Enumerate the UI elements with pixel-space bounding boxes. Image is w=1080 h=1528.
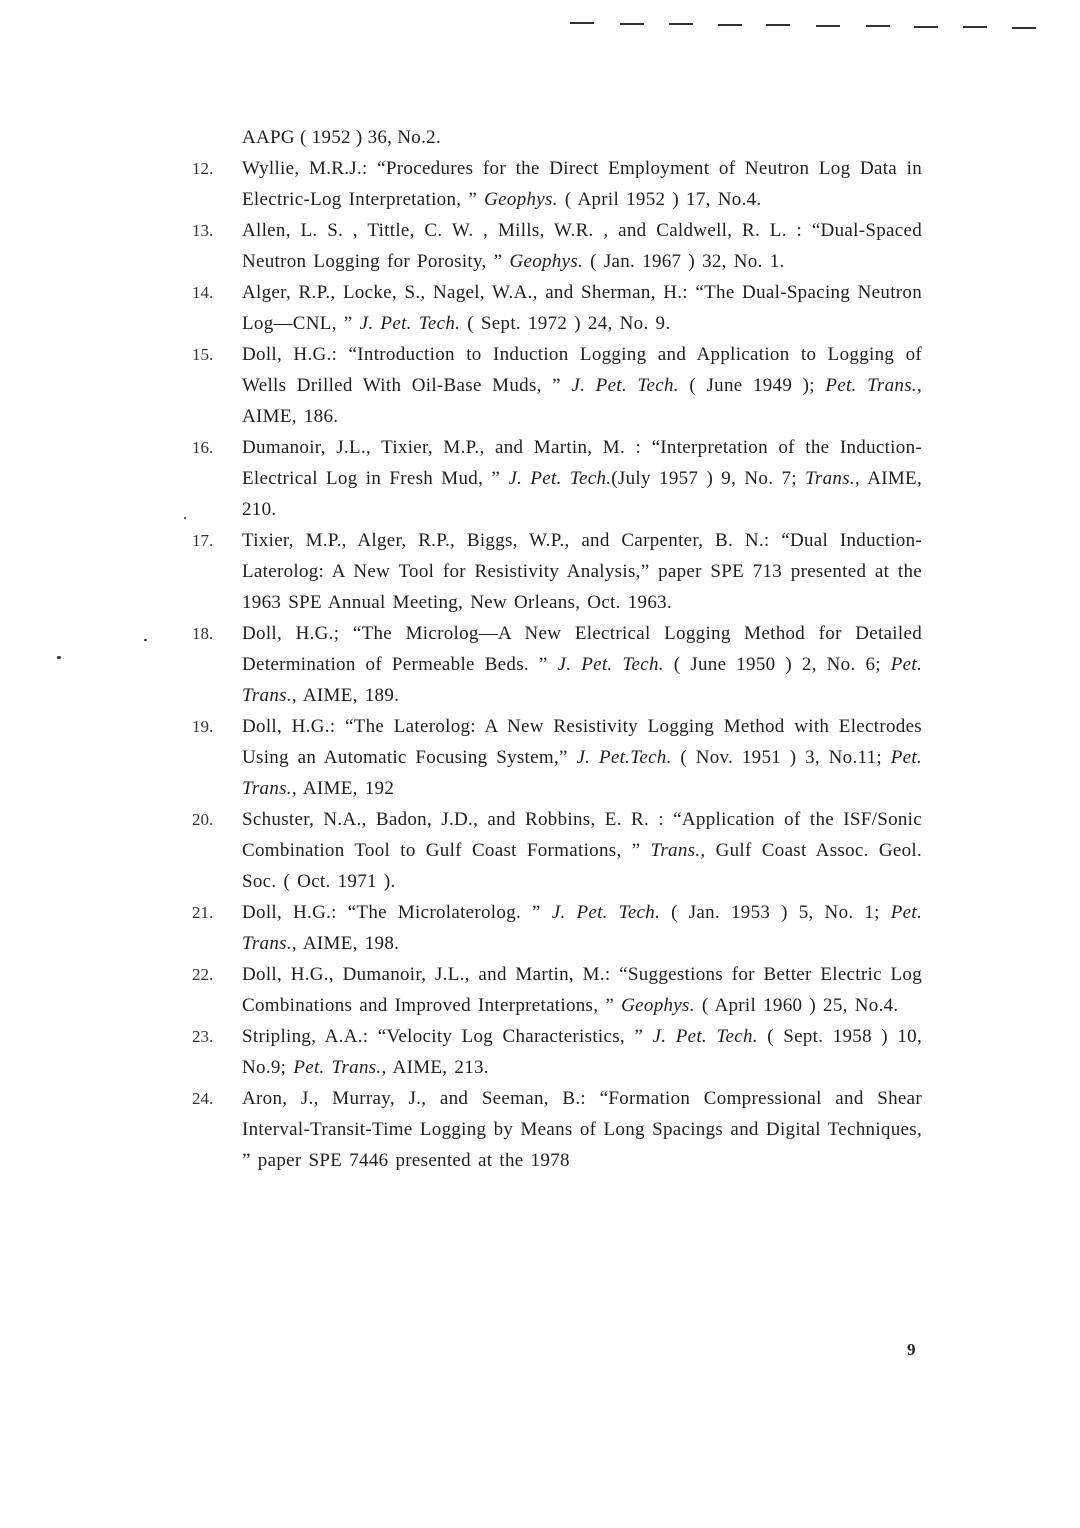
citation-text: Doll, H.G., Dumanoir, J.L., and Martin, M.: “Suggestions for Better Electric Log Combinations and Improved Interpretations, ” — [242, 964, 922, 1016]
reference-entry — [192, 618, 922, 711]
journal-title: Geophys. — [509, 251, 584, 272]
reference-citation — [242, 618, 922, 711]
page-number: 9 — [907, 1340, 916, 1359]
reference-citation — [242, 804, 922, 897]
citation-text: Doll, H.G.: “Introduction to Induction Logging and Application to Logging of Wells Drilled With Oil-Base Muds, ” — [242, 344, 922, 396]
rule-dash — [766, 24, 790, 26]
citation-text: , AIME, 192 — [291, 778, 395, 799]
citation-text: Doll, H.G.; “The Microlog—A New Electrical Logging Method for Detailed Determination of Permeable Beds. ” — [242, 623, 922, 675]
journal-title: J. Pet.Tech. — [576, 747, 672, 768]
journal-title: J. Pet. Tech. — [508, 468, 612, 489]
reference-entry — [192, 897, 922, 959]
reference-list-page — [192, 122, 922, 1176]
reference-number: 15. — [192, 345, 214, 364]
reference-entry — [192, 153, 922, 215]
citation-text: ( April 1952 ) 17, No.4. — [557, 189, 762, 210]
reference-entry — [192, 339, 922, 432]
reference-number: 12. — [192, 159, 214, 178]
reference-number: 13. — [192, 221, 214, 240]
citation-text: Dumanoir, J.L., Tixier, M.P., and Martin, M. : “Interpretation of the Induction-Electrical Log in Fresh Mud, ” — [242, 437, 922, 489]
journal-title: Geophys. — [621, 995, 695, 1016]
reference-citation — [242, 215, 922, 277]
scan-speck — [144, 639, 147, 641]
rule-dash — [570, 22, 594, 24]
reference-entry — [192, 1083, 922, 1176]
header-dashed-rule — [570, 22, 1050, 26]
citation-text: , AIME, 189. — [291, 685, 400, 706]
rule-dash — [816, 25, 840, 27]
reference-number: 17. — [192, 531, 214, 550]
citation-text: , Gulf Coast Assoc. Geol. Soc. ( Oct. 1971 ). — [242, 840, 923, 892]
reference-entry — [192, 711, 922, 804]
rule-dash — [963, 26, 987, 28]
citation-text: Doll, H.G.: “The Microlaterolog. ” — [242, 902, 552, 923]
citation-text: Wyllie, M.R.J.: “Procedures for the Direct Employment of Neutron Log Data in Electric-Log Interpretation, ” — [242, 158, 922, 210]
journal-title: J. Pet. Tech. — [551, 902, 661, 923]
reference-entry — [192, 1021, 922, 1083]
citation-text: Schuster, N.A., Badon, J.D., and Robbins, E. R. : “Application of the ISF/Sonic Combination Tool to Gulf Coast Formations, ” — [242, 809, 922, 861]
citation-text: , AIME, 213. — [381, 1057, 489, 1078]
reference-citation — [242, 1021, 922, 1083]
reference-entry — [192, 525, 922, 618]
rule-dash — [1012, 27, 1036, 29]
journal-title: Pet. Trans. — [242, 654, 923, 706]
scan-speck — [57, 656, 61, 659]
continued-reference-text: AAPG ( 1952 ) 36, No.2. — [242, 127, 442, 148]
citation-text: , AIME, 210. — [242, 468, 922, 520]
journal-title: Pet. Trans. — [293, 1057, 382, 1078]
journal-title: Pet. Trans. — [242, 747, 923, 799]
rule-dash — [866, 25, 890, 27]
rule-dash — [914, 26, 938, 28]
reference-citation — [242, 897, 922, 959]
reference-entry — [192, 432, 922, 525]
reference-number: 22. — [192, 965, 214, 984]
citation-text: ( Sept. 1972 ) 24, No. 9. — [460, 313, 671, 334]
rule-dash — [718, 24, 742, 26]
citation-text: ( Jan. 1953 ) 5, No. 1; — [660, 902, 891, 923]
reference-number: 24. — [192, 1089, 214, 1108]
rule-dash — [669, 23, 693, 25]
citation-text: (July 1957 ) 9, No. 7; — [611, 468, 806, 489]
journal-title: Geophys. — [484, 189, 558, 210]
citation-text: Allen, L. S. , Tittle, C. W. , Mills, W.R. , and Caldwell, R. L. : “Dual-Spaced Neutron Logging for Porosity, ” — [242, 220, 922, 272]
journal-title: J. Pet. Tech. — [652, 1026, 758, 1047]
citation-text: , AIME, 198. — [291, 933, 400, 954]
reference-entry — [192, 959, 922, 1021]
reference-number: 18. — [192, 624, 214, 643]
citation-text: ( June 1950 ) 2, No. 6; — [663, 654, 891, 675]
journal-title: Pet. Trans. — [242, 902, 923, 954]
journal-title: Trans. — [650, 840, 701, 861]
citation-text: Aron, J., Murray, J., and Seeman, B.: “Formation Compressional and Shear Interval-Transit-Time Logging by Means of Long Spacings and Digital Techniques, ” paper SPE 7446 presented at the 1978 — [242, 1088, 922, 1171]
reference-number: 14. — [192, 283, 214, 302]
citation-text: ( April 1960 ) 25, No.4. — [694, 995, 899, 1016]
journal-title: Pet. Trans. — [825, 375, 917, 396]
citation-text: , AIME, 186. — [242, 375, 922, 427]
reference-number: 19. — [192, 717, 214, 736]
reference-citation — [242, 959, 922, 1021]
reference-number: 21. — [192, 903, 214, 922]
reference-entry — [192, 277, 922, 339]
reference-citation — [242, 525, 922, 618]
citation-text: ( June 1949 ); — [678, 375, 826, 396]
reference-number: 23. — [192, 1027, 214, 1046]
citation-text: Doll, H.G.: “The Laterolog: A New Resistivity Logging Method with Electrodes Using an Automatic Focusing System,” — [242, 716, 922, 768]
rule-dash — [620, 23, 644, 25]
reference-citation — [242, 277, 922, 339]
citation-text: Alger, R.P., Locke, S., Nagel, W.A., and Sherman, H.: “The Dual-Spacing Neutron Log—CNL, ” — [242, 282, 922, 334]
citation-text: ( Sept. 1958 ) 10, No.9; — [242, 1026, 922, 1078]
citation-text: ( Jan. 1967 ) 32, No. 1. — [583, 251, 785, 272]
journal-title: J. Pet. Tech. — [571, 375, 679, 396]
reference-number: 16. — [192, 438, 214, 457]
citation-text: Stripling, A.A.: “Velocity Log Characteristics, ” — [242, 1026, 653, 1047]
citation-text: ( Nov. 1951 ) 3, No.11; — [671, 747, 891, 768]
journal-title: J. Pet. Tech. — [557, 654, 664, 675]
scan-speck — [184, 517, 186, 519]
reference-list — [192, 153, 922, 1176]
citation-text: Tixier, M.P., Alger, R.P., Biggs, W.P., and Carpenter, B. N.: “Dual Induction-Laterolog: A New Tool for Resistivity Analysis,” paper SPE 713 presented at the 1963 SPE Annual Meeting, New Orleans, Oct. 1963. — [242, 530, 922, 613]
reference-entry — [192, 215, 922, 277]
journal-title: J. Pet. Tech. — [359, 313, 461, 334]
reference-citation — [242, 339, 922, 432]
journal-title: Trans. — [805, 468, 855, 489]
reference-citation — [242, 1083, 922, 1176]
reference-citation — [242, 153, 922, 215]
reference-entry — [192, 804, 922, 897]
reference-citation — [242, 432, 922, 525]
reference-citation — [242, 711, 922, 804]
reference-number: 20. — [192, 810, 214, 829]
